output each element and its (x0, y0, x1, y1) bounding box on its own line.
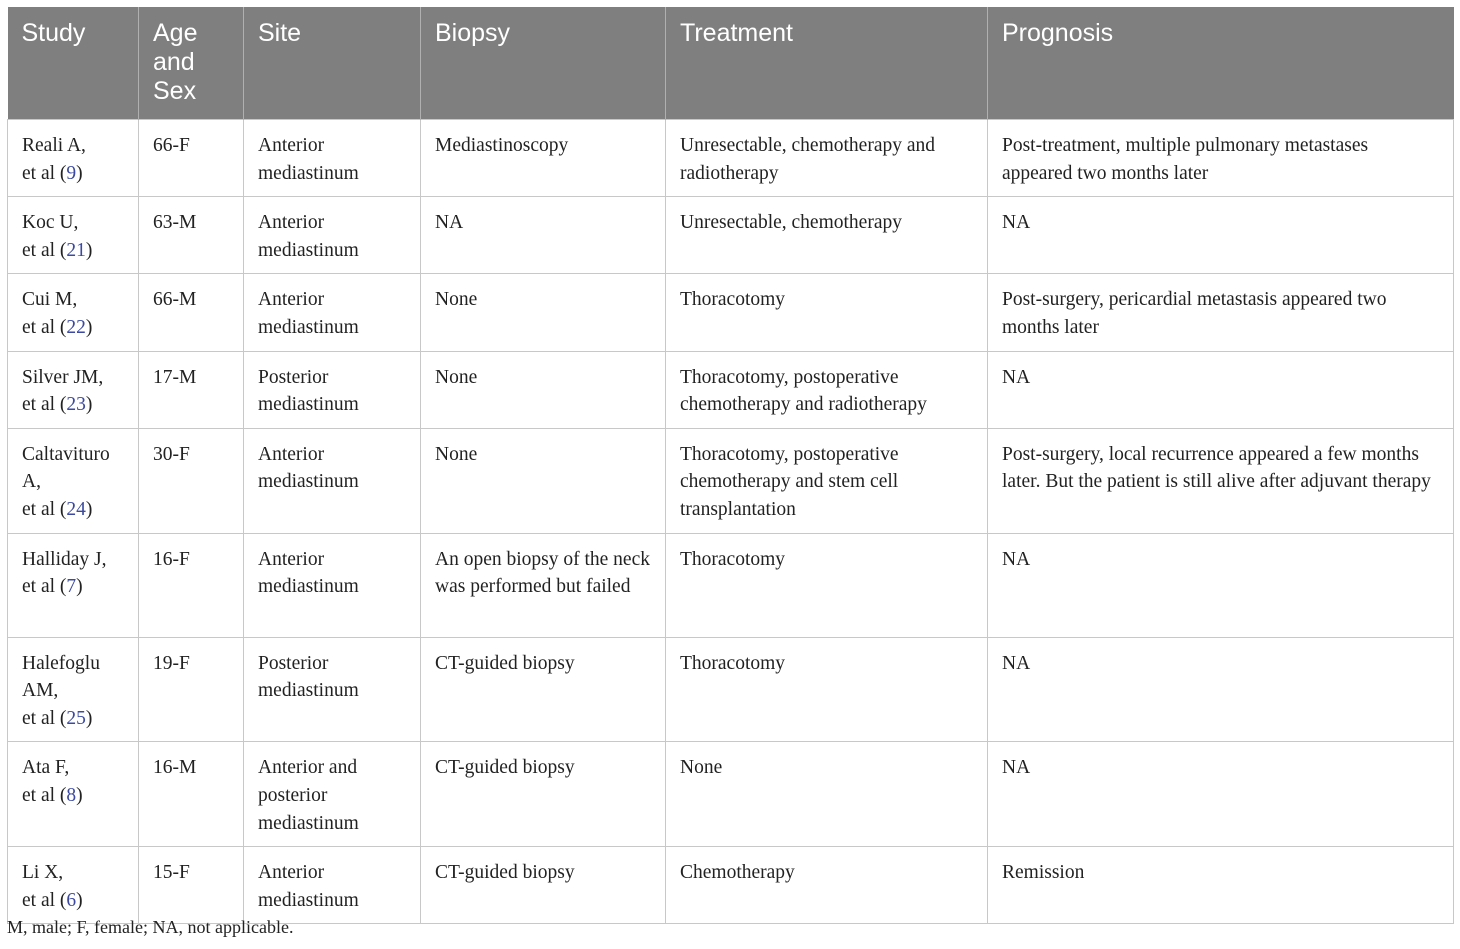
cell-study (8, 637, 139, 742)
study-etal: et al ( (22, 394, 67, 416)
cell-treatment: Unresectable, chemotherapy (666, 197, 988, 274)
study-close-paren: ) (85, 707, 93, 729)
cell-biopsy: An open biopsy of the neck was performed but failed (421, 533, 666, 637)
study-close-paren: ) (85, 316, 93, 338)
table-row (8, 637, 1454, 742)
cell-age-sex: 16-F (139, 533, 244, 637)
cell-study (8, 274, 139, 351)
cell-treatment: Chemotherapy (666, 847, 988, 924)
study-author: Silver JM, (22, 366, 104, 388)
table-row (8, 847, 1454, 924)
cell-biopsy: CT-guided biopsy (421, 637, 666, 742)
reference-link[interactable]: 6 (66, 889, 77, 911)
reference-link[interactable]: 23 (66, 394, 86, 416)
header-study: Study (8, 7, 139, 120)
study-etal: et al ( (22, 162, 67, 184)
table-row (8, 742, 1454, 847)
reference-link[interactable]: 25 (66, 707, 86, 729)
cell-study (8, 847, 139, 924)
cell-biopsy: None (421, 351, 666, 428)
study-close-paren: ) (85, 239, 93, 261)
cell-study (8, 533, 139, 637)
cell-prognosis: NA (988, 197, 1454, 274)
header-biopsy: Biopsy (421, 7, 666, 120)
cell-site: Anterior mediastinum (244, 274, 421, 351)
cell-age-sex: 63-M (139, 197, 244, 274)
study-author: Koc U, (22, 212, 79, 234)
study-author: Li X, (22, 862, 64, 884)
reference-link[interactable]: 24 (66, 498, 86, 520)
table-row (8, 351, 1454, 428)
header-site: Site (244, 7, 421, 120)
cell-biopsy: Mediastinoscopy (421, 120, 666, 197)
cell-site: Posterior mediastinum (244, 637, 421, 742)
study-author: Cui M, (22, 289, 78, 311)
header-prognosis: Prognosis (988, 7, 1454, 120)
study-close-paren: ) (76, 162, 83, 184)
cell-treatment: Thoracotomy (666, 533, 988, 637)
cell-treatment: None (666, 742, 988, 847)
cell-site: Anterior and posterior mediastinum (244, 742, 421, 847)
cell-prognosis: NA (988, 533, 1454, 637)
header-row (8, 7, 1454, 120)
study-etal: et al ( (22, 316, 67, 338)
table-row (8, 120, 1454, 197)
cell-study (8, 428, 139, 533)
cell-site: Anterior mediastinum (244, 120, 421, 197)
study-close-paren: ) (85, 394, 93, 416)
cell-biopsy: CT-guided biopsy (421, 847, 666, 924)
cell-site: Posterior mediastinum (244, 351, 421, 428)
study-etal: et al ( (22, 239, 67, 261)
study-etal: et al ( (22, 784, 67, 806)
cell-age-sex: 16-M (139, 742, 244, 847)
study-close-paren: ) (85, 498, 93, 520)
cell-site: Anterior mediastinum (244, 847, 421, 924)
cell-biopsy: CT-guided biopsy (421, 742, 666, 847)
cell-biopsy: NA (421, 197, 666, 274)
cell-biopsy: None (421, 274, 666, 351)
table-row (8, 428, 1454, 533)
reference-link[interactable]: 22 (66, 316, 86, 338)
study-author: Ata F, (22, 757, 70, 779)
cell-prognosis: Post-treatment, multiple pulmonary metastases appeared two months later (988, 120, 1454, 197)
table-row (8, 197, 1454, 274)
cell-prognosis: Remission (988, 847, 1454, 924)
cell-site: Anterior mediastinum (244, 533, 421, 637)
reference-link[interactable]: 21 (66, 239, 86, 261)
study-etal: et al ( (22, 576, 67, 598)
study-etal: et al ( (22, 889, 67, 911)
cell-prognosis: NA (988, 742, 1454, 847)
cell-study (8, 197, 139, 274)
study-close-paren: ) (76, 784, 83, 806)
study-author: Halliday J, (22, 548, 107, 570)
cell-treatment: Thoracotomy, postoperative chemotherapy and stem cell transplantation (666, 428, 988, 533)
study-author: Halefoglu AM, (22, 652, 100, 702)
footnote: M, male; F, female; NA, not applicable. (7, 917, 294, 937)
cell-study (8, 351, 139, 428)
cell-age-sex: 30-F (139, 428, 244, 533)
cell-age-sex: 15-F (139, 847, 244, 924)
cell-age-sex: 66-F (139, 120, 244, 197)
cell-prognosis: Post-surgery, pericardial metastasis appeared two months later (988, 274, 1454, 351)
table-row (8, 533, 1454, 637)
cell-site: Anterior mediastinum (244, 428, 421, 533)
cell-treatment: Unresectable, chemotherapy and radiotherapy (666, 120, 988, 197)
cell-treatment: Thoracotomy, postoperative chemotherapy and radiotherapy (666, 351, 988, 428)
study-etal: et al ( (22, 707, 67, 729)
cell-site: Anterior mediastinum (244, 197, 421, 274)
header-treatment: Treatment (666, 7, 988, 120)
studies-table (7, 7, 1454, 924)
cell-treatment: Thoracotomy (666, 637, 988, 742)
study-close-paren: ) (76, 889, 83, 911)
reference-link[interactable]: 7 (66, 576, 77, 598)
study-author: Reali A, (22, 135, 86, 156)
study-etal: et al ( (22, 498, 67, 520)
reference-link[interactable]: 8 (66, 784, 77, 806)
cell-age-sex: 19-F (139, 637, 244, 742)
study-author: Caltavituro A, (22, 443, 110, 493)
cell-study (8, 742, 139, 847)
cell-biopsy: None (421, 428, 666, 533)
reference-link[interactable]: 9 (66, 162, 77, 184)
table-row (8, 274, 1454, 351)
study-close-paren: ) (76, 576, 83, 598)
table-container (7, 7, 1453, 924)
cell-prognosis: Post-surgery, local recurrence appeared a few months later. But the patient is still alive after adjuvant therapy (988, 428, 1454, 533)
cell-prognosis: NA (988, 637, 1454, 742)
header-age-sex: Age and Sex (139, 7, 244, 120)
cell-treatment: Thoracotomy (666, 274, 988, 351)
cell-age-sex: 17-M (139, 351, 244, 428)
cell-prognosis: NA (988, 351, 1454, 428)
cell-age-sex: 66-M (139, 274, 244, 351)
cell-study (8, 120, 139, 197)
